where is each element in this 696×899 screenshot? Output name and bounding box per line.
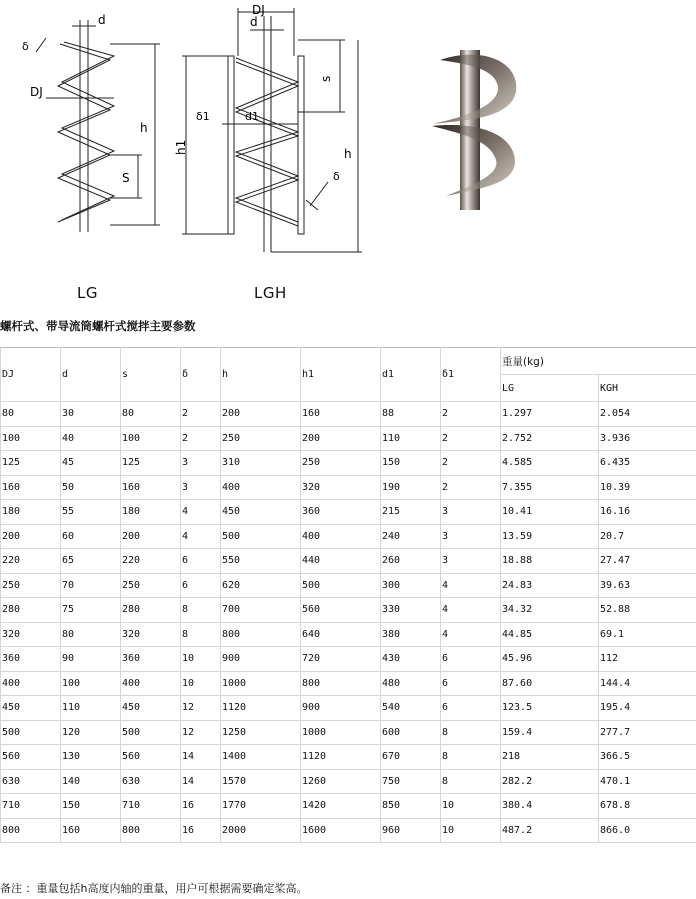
- table-row: [1, 818, 696, 843]
- cell-d1: 540: [381, 696, 441, 721]
- table-row: [1, 524, 696, 549]
- cell-h: 400: [221, 475, 301, 500]
- cell-dj: 500: [1, 720, 61, 745]
- lg-dim-s: S: [122, 171, 130, 185]
- cell-d: 55: [61, 500, 121, 525]
- cell-h: 800: [221, 622, 301, 647]
- cell-d: 30: [61, 402, 121, 427]
- cell-delta: 6: [181, 549, 221, 574]
- cell-delta: 14: [181, 745, 221, 770]
- cell-delta1: 8: [441, 769, 501, 794]
- cell-h: 700: [221, 598, 301, 623]
- cell-s: 160: [121, 475, 181, 500]
- cell-weight-kgh: 27.47: [599, 549, 696, 574]
- cell-h1: 1600: [301, 818, 381, 843]
- cell-weight-lg: 34.32: [501, 598, 599, 623]
- cell-d1: 330: [381, 598, 441, 623]
- cell-s: 125: [121, 451, 181, 476]
- cell-dj: 280: [1, 598, 61, 623]
- cell-h1: 800: [301, 671, 381, 696]
- header-dj: DJ: [1, 348, 61, 402]
- table-row: [1, 622, 696, 647]
- cell-s: 320: [121, 622, 181, 647]
- cell-h: 1250: [221, 720, 301, 745]
- cell-delta1: 6: [441, 647, 501, 672]
- cell-s: 630: [121, 769, 181, 794]
- lgh-dim-h: h: [344, 147, 352, 161]
- cell-d1: 260: [381, 549, 441, 574]
- cell-weight-kgh: 366.5: [599, 745, 696, 770]
- cell-delta1: 4: [441, 598, 501, 623]
- cell-delta1: 10: [441, 818, 501, 843]
- cell-d: 70: [61, 573, 121, 598]
- cell-h1: 720: [301, 647, 381, 672]
- cell-d: 45: [61, 451, 121, 476]
- cell-weight-kgh: 195.4: [599, 696, 696, 721]
- cell-weight-kgh: 20.7: [599, 524, 696, 549]
- cell-dj: 100: [1, 426, 61, 451]
- cell-h1: 1260: [301, 769, 381, 794]
- cell-weight-lg: 24.83: [501, 573, 599, 598]
- cell-h: 1770: [221, 794, 301, 819]
- lg-dim-dj: DJ: [30, 85, 43, 99]
- cell-h: 900: [221, 647, 301, 672]
- cell-dj: 800: [1, 818, 61, 843]
- cell-s: 200: [121, 524, 181, 549]
- cell-d: 80: [61, 622, 121, 647]
- header-s: s: [121, 348, 181, 402]
- cell-weight-lg: 1.297: [501, 402, 599, 427]
- lg-label: LG: [77, 284, 98, 302]
- cell-dj: 200: [1, 524, 61, 549]
- cell-h: 1000: [221, 671, 301, 696]
- cell-delta: 4: [181, 500, 221, 525]
- cell-s: 250: [121, 573, 181, 598]
- cell-h1: 1120: [301, 745, 381, 770]
- footnote: 备注 ：重量包括h高度内轴的重量，用户可根据需要确定桨高。: [0, 882, 308, 895]
- table-row: [1, 696, 696, 721]
- figure-area: [0, 0, 696, 318]
- table-row: [1, 794, 696, 819]
- cell-weight-lg: 487.2: [501, 818, 599, 843]
- cell-delta: 6: [181, 573, 221, 598]
- cell-d: 120: [61, 720, 121, 745]
- cell-weight-kgh: 144.4: [599, 671, 696, 696]
- cell-weight-lg: 10.41: [501, 500, 599, 525]
- cell-d1: 600: [381, 720, 441, 745]
- cell-dj: 80: [1, 402, 61, 427]
- cell-h1: 440: [301, 549, 381, 574]
- cell-delta: 8: [181, 622, 221, 647]
- lgh-dim-delta1: δ1: [196, 110, 210, 123]
- cell-s: 800: [121, 818, 181, 843]
- cell-h: 1120: [221, 696, 301, 721]
- cell-dj: 160: [1, 475, 61, 500]
- cell-dj: 250: [1, 573, 61, 598]
- cell-delta1: 10: [441, 794, 501, 819]
- cell-delta: 10: [181, 671, 221, 696]
- lgh-drawing-icon: [182, 8, 362, 252]
- lg-dim-d: d: [98, 13, 106, 27]
- cell-s: 220: [121, 549, 181, 574]
- cell-delta1: 2: [441, 426, 501, 451]
- cell-s: 100: [121, 426, 181, 451]
- cell-d: 65: [61, 549, 121, 574]
- table-row: [1, 426, 696, 451]
- cell-dj: 630: [1, 769, 61, 794]
- table-row: [1, 647, 696, 672]
- cell-delta: 12: [181, 720, 221, 745]
- cell-weight-lg: 13.59: [501, 524, 599, 549]
- table-row: [1, 573, 696, 598]
- cell-weight-kgh: 3.936: [599, 426, 696, 451]
- table-row: [1, 745, 696, 770]
- cell-d: 130: [61, 745, 121, 770]
- cell-delta1: 8: [441, 720, 501, 745]
- cell-d: 160: [61, 818, 121, 843]
- cell-h1: 200: [301, 426, 381, 451]
- cell-h1: 160: [301, 402, 381, 427]
- cell-delta1: 2: [441, 451, 501, 476]
- cell-weight-lg: 380.4: [501, 794, 599, 819]
- cell-d1: 190: [381, 475, 441, 500]
- cell-weight-kgh: 69.1: [599, 622, 696, 647]
- cell-s: 400: [121, 671, 181, 696]
- cell-delta: 2: [181, 426, 221, 451]
- cell-h1: 560: [301, 598, 381, 623]
- cell-dj: 320: [1, 622, 61, 647]
- cell-delta1: 4: [441, 573, 501, 598]
- table-row: [1, 451, 696, 476]
- cell-d1: 480: [381, 671, 441, 696]
- cell-delta: 3: [181, 451, 221, 476]
- cell-delta1: 2: [441, 475, 501, 500]
- cell-dj: 360: [1, 647, 61, 672]
- cell-d1: 960: [381, 818, 441, 843]
- cell-d: 50: [61, 475, 121, 500]
- cell-delta: 10: [181, 647, 221, 672]
- cell-h1: 360: [301, 500, 381, 525]
- cell-h: 1570: [221, 769, 301, 794]
- cell-d1: 150: [381, 451, 441, 476]
- table-row: [1, 549, 696, 574]
- cell-dj: 125: [1, 451, 61, 476]
- table-row: [1, 475, 696, 500]
- header-d: d: [61, 348, 121, 402]
- helical-agitator-photo-icon: [432, 50, 516, 210]
- cell-d1: 750: [381, 769, 441, 794]
- cell-delta1: 3: [441, 524, 501, 549]
- table-body: [1, 402, 696, 843]
- cell-d1: 850: [381, 794, 441, 819]
- cell-h: 500: [221, 524, 301, 549]
- cell-delta: 3: [181, 475, 221, 500]
- cell-weight-lg: 45.96: [501, 647, 599, 672]
- cell-d: 90: [61, 647, 121, 672]
- cell-h: 250: [221, 426, 301, 451]
- cell-delta: 12: [181, 696, 221, 721]
- cell-dj: 180: [1, 500, 61, 525]
- cell-h: 620: [221, 573, 301, 598]
- cell-s: 280: [121, 598, 181, 623]
- cell-d1: 215: [381, 500, 441, 525]
- lgh-dim-s: s: [319, 75, 333, 82]
- header-row: [1, 348, 696, 375]
- lgh-dim-h1: h1: [174, 139, 188, 155]
- cell-weight-lg: 4.585: [501, 451, 599, 476]
- cell-h: 1400: [221, 745, 301, 770]
- lgh-dim-d1: d1: [245, 110, 259, 123]
- table-row: [1, 720, 696, 745]
- table-row: [1, 402, 696, 427]
- cell-d1: 430: [381, 647, 441, 672]
- cell-weight-lg: 7.355: [501, 475, 599, 500]
- cell-weight-kgh: 470.1: [599, 769, 696, 794]
- technical-drawings: [0, 0, 696, 318]
- cell-h1: 500: [301, 573, 381, 598]
- cell-d1: 240: [381, 524, 441, 549]
- cell-weight-lg: 18.88: [501, 549, 599, 574]
- table-row: [1, 598, 696, 623]
- header-h: h: [221, 348, 301, 402]
- cell-d: 60: [61, 524, 121, 549]
- cell-delta1: 6: [441, 696, 501, 721]
- lgh-label: LGH: [254, 284, 287, 302]
- cell-d1: 380: [381, 622, 441, 647]
- cell-d: 100: [61, 671, 121, 696]
- cell-dj: 400: [1, 671, 61, 696]
- header-h1: h1: [301, 348, 381, 402]
- cell-weight-lg: 218: [501, 745, 599, 770]
- cell-h1: 1000: [301, 720, 381, 745]
- cell-weight-kgh: 6.435: [599, 451, 696, 476]
- cell-delta: 8: [181, 598, 221, 623]
- cell-s: 80: [121, 402, 181, 427]
- header-delta1: δ1: [441, 348, 501, 402]
- cell-delta: 16: [181, 818, 221, 843]
- table-row: [1, 500, 696, 525]
- cell-h: 2000: [221, 818, 301, 843]
- cell-weight-lg: 87.60: [501, 671, 599, 696]
- cell-h: 550: [221, 549, 301, 574]
- cell-weight-kgh: 2.054: [599, 402, 696, 427]
- cell-delta1: 2: [441, 402, 501, 427]
- header-weight-lg: LG: [501, 375, 599, 402]
- cell-delta1: 3: [441, 549, 501, 574]
- cell-h: 200: [221, 402, 301, 427]
- lgh-dim-d: d: [250, 15, 258, 29]
- cell-d1: 300: [381, 573, 441, 598]
- cell-s: 560: [121, 745, 181, 770]
- cell-weight-lg: 2.752: [501, 426, 599, 451]
- cell-s: 710: [121, 794, 181, 819]
- cell-weight-lg: 44.85: [501, 622, 599, 647]
- cell-dj: 450: [1, 696, 61, 721]
- lg-dim-delta: δ: [22, 40, 29, 53]
- cell-weight-kgh: 277.7: [599, 720, 696, 745]
- cell-d1: 670: [381, 745, 441, 770]
- cell-delta: 2: [181, 402, 221, 427]
- cell-weight-kgh: 52.88: [599, 598, 696, 623]
- cell-s: 450: [121, 696, 181, 721]
- cell-h1: 1420: [301, 794, 381, 819]
- cell-weight-kgh: 112: [599, 647, 696, 672]
- cell-delta1: 3: [441, 500, 501, 525]
- header-weight-kgh: KGH: [599, 375, 696, 402]
- lgh-dim-delta: δ: [333, 170, 340, 183]
- table-title: 螺杆式、带导流筒螺杆式搅拌主要参数: [0, 319, 196, 333]
- cell-h1: 320: [301, 475, 381, 500]
- cell-delta1: 8: [441, 745, 501, 770]
- cell-weight-kgh: 10.39: [599, 475, 696, 500]
- header-d1: d1: [381, 348, 441, 402]
- cell-d1: 110: [381, 426, 441, 451]
- cell-h1: 640: [301, 622, 381, 647]
- lg-dim-h: h: [140, 121, 148, 135]
- cell-d: 75: [61, 598, 121, 623]
- cell-dj: 220: [1, 549, 61, 574]
- header-delta: δ: [181, 348, 221, 402]
- cell-h1: 250: [301, 451, 381, 476]
- cell-d: 110: [61, 696, 121, 721]
- cell-delta1: 4: [441, 622, 501, 647]
- header-weight: 重量(kg): [501, 348, 696, 375]
- cell-s: 500: [121, 720, 181, 745]
- cell-h1: 900: [301, 696, 381, 721]
- table-row: [1, 769, 696, 794]
- parameter-table: [0, 347, 696, 843]
- cell-weight-kgh: 678.8: [599, 794, 696, 819]
- cell-weight-kgh: 16.16: [599, 500, 696, 525]
- cell-dj: 710: [1, 794, 61, 819]
- cell-weight-kgh: 39.63: [599, 573, 696, 598]
- lgh-dim-dj: DJ: [252, 3, 265, 17]
- cell-d: 140: [61, 769, 121, 794]
- cell-s: 360: [121, 647, 181, 672]
- cell-d: 150: [61, 794, 121, 819]
- cell-weight-kgh: 866.0: [599, 818, 696, 843]
- cell-d1: 88: [381, 402, 441, 427]
- cell-delta: 16: [181, 794, 221, 819]
- cell-delta: 4: [181, 524, 221, 549]
- cell-weight-lg: 159.4: [501, 720, 599, 745]
- cell-s: 180: [121, 500, 181, 525]
- cell-weight-lg: 123.5: [501, 696, 599, 721]
- cell-h: 310: [221, 451, 301, 476]
- cell-d: 40: [61, 426, 121, 451]
- table-row: [1, 671, 696, 696]
- cell-delta1: 6: [441, 671, 501, 696]
- cell-h: 450: [221, 500, 301, 525]
- cell-dj: 560: [1, 745, 61, 770]
- cell-delta: 14: [181, 769, 221, 794]
- cell-h1: 400: [301, 524, 381, 549]
- cell-weight-lg: 282.2: [501, 769, 599, 794]
